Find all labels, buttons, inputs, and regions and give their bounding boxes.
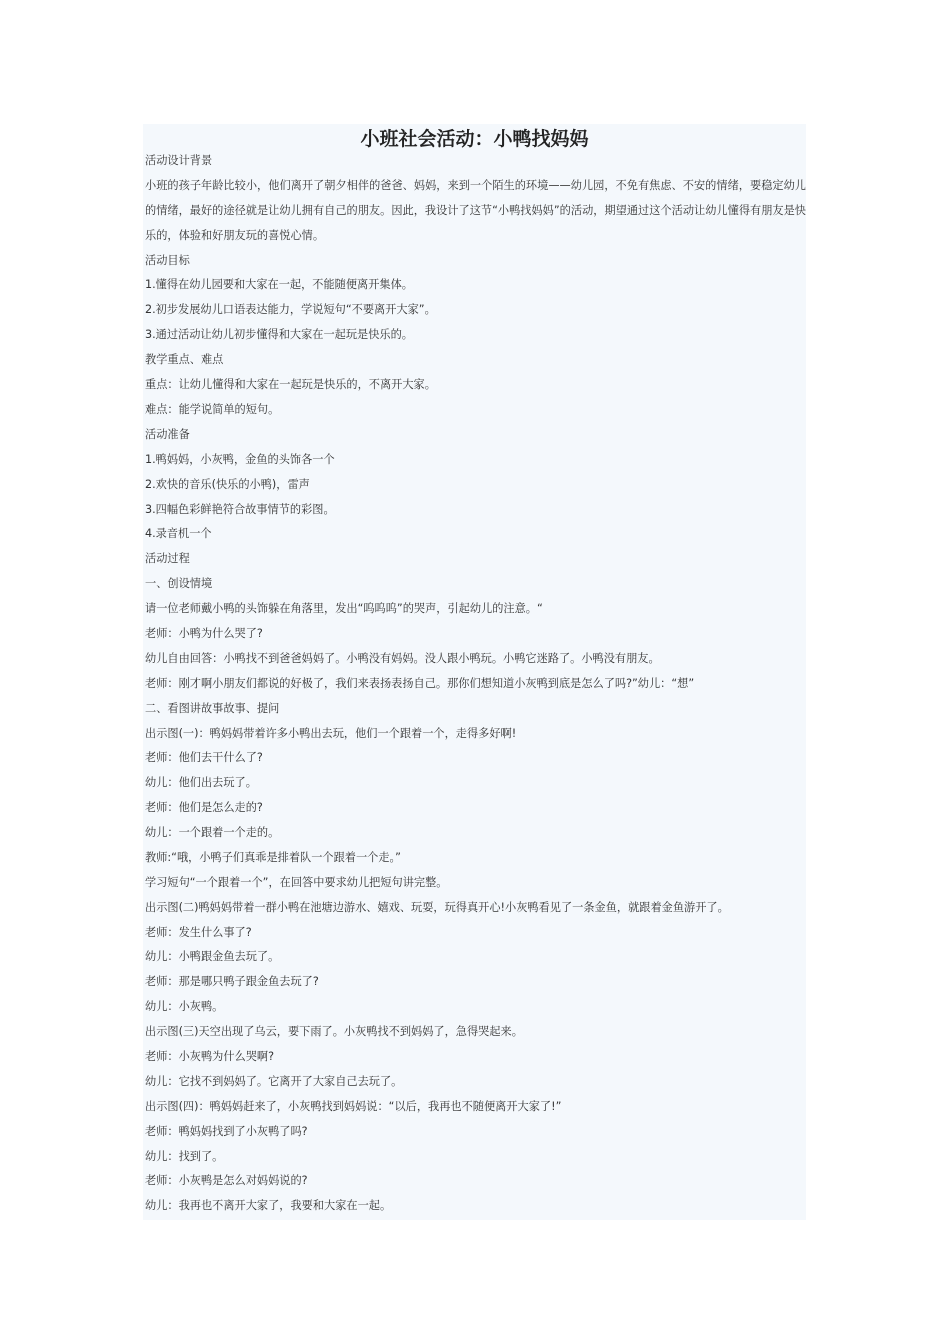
document-page (143, 124, 806, 1220)
paragraph: 小班的孩子年龄比较小，他们离开了朝夕相伴的爸爸、妈妈，来到一个陌生的环境——幼儿园，不免有焦虑、不安的情绪，要稳定幼儿的情绪，最好的途径就是让幼儿拥有自己的朋友。因此，我设计了这节“小鸭找妈妈”的活动，期望通过这个活动让幼儿懂得有朋友是快乐的，体验和好朋友玩的喜悦心情。 (145, 179, 806, 243)
section-heading: 活动目标 (145, 254, 190, 267)
paragraph: 出示图(四)：鸭妈妈赶来了，小灰鸭找到妈妈说：“以后，我再也不随便离开大家了!” (145, 1100, 562, 1113)
paragraph: 出示图(一)：鸭妈妈带着许多小鸭出去玩，他们一个跟着一个，走得多好啊! (145, 727, 517, 740)
subsection-heading: 二、看图讲故事故事、提问 (145, 702, 280, 715)
dialogue-line: 幼儿：他们出去玩了。 (145, 776, 257, 789)
dialogue-line: 幼儿：一个跟着一个走的。 (145, 826, 280, 839)
paragraph: 难点：能学说简单的短句。 (145, 403, 280, 416)
paragraph: 出示图(三)天空出现了乌云，要下雨了。小灰鸭找不到妈妈了，急得哭起来。 (145, 1025, 523, 1038)
dialogue-line: 老师：他们去干什么了? (145, 751, 263, 764)
dialogue-line: 老师：那是哪只鸭子跟金鱼去玩了? (145, 975, 319, 988)
subsection-heading: 一、创设情境 (145, 577, 213, 590)
dialogue-line: 老师：鸭妈妈找到了小灰鸭了吗? (145, 1125, 308, 1138)
list-item: 2.欢快的音乐(快乐的小鸭)，雷声 (145, 478, 310, 491)
dialogue-line: 老师：小灰鸭是怎么对妈妈说的? (145, 1174, 308, 1187)
paragraph: 重点：让幼儿懂得和大家在一起玩是快乐的，不离开大家。 (145, 378, 436, 391)
list-item: 1.鸭妈妈，小灰鸭，金鱼的头饰各一个 (145, 453, 335, 466)
paragraph: 请一位老师戴小鸭的头饰躲在角落里，发出“呜呜呜”的哭声，引起幼儿的注意。“ (145, 602, 543, 615)
section-heading: 教学重点、难点 (145, 353, 224, 366)
list-item: 3.四幅色彩鲜艳符合故事情节的彩图。 (145, 503, 335, 516)
dialogue-line: 老师：发生什么事了? (145, 926, 252, 939)
dialogue-line: 老师：刚才啊小朋友们都说的好极了，我们来表扬表扬自己。那你们想知道小灰鸭到底是怎么了吗?”幼儿：“想” (145, 677, 695, 690)
paragraph: 学习短句“一个跟着一个”，在回答中要求幼儿把短句讲完整。 (145, 876, 448, 889)
section-heading: 活动设计背景 (145, 154, 213, 167)
list-item: 2.初步发展幼儿口语表达能力，学说短句“不要离开大家”。 (145, 303, 436, 316)
dialogue-line: 老师：小灰鸭为什么哭啊? (145, 1050, 275, 1063)
dialogue-line: 教师:“哦，小鸭子们真乖是排着队一个跟着一个走。” (145, 851, 401, 864)
paragraph: 出示图(二)鸭妈妈带着一群小鸭在池塘边游水、嬉戏、玩耍，玩得真开心!小灰鸭看见了一条金鱼，就跟着金鱼游开了。 (145, 901, 729, 914)
section-heading: 活动过程 (145, 552, 190, 565)
dialogue-line: 幼儿自由回答：小鸭找不到爸爸妈妈了。小鸭没有妈妈。没人跟小鸭玩。小鸭它迷路了。小鸭没有朋友。 (145, 652, 660, 665)
dialogue-line: 幼儿：小鸭跟金鱼去玩了。 (145, 950, 280, 963)
dialogue-line: 老师：小鸭为什么哭了? (145, 627, 263, 640)
section-heading: 活动准备 (145, 428, 190, 441)
dialogue-line: 幼儿：找到了。 (145, 1150, 224, 1163)
dialogue-line: 幼儿：我再也不离开大家了，我要和大家在一起。 (145, 1199, 392, 1212)
document-title: 小班社会活动：小鸭找妈妈 (360, 128, 589, 150)
dialogue-line: 幼儿：它找不到妈妈了。它离开了大家自己去玩了。 (145, 1075, 403, 1088)
list-item: 1.懂得在幼儿园要和大家在一起，不能随便离开集体。 (145, 278, 413, 291)
list-item: 4.录音机一个 (145, 527, 212, 540)
list-item: 3.通过活动让幼儿初步懂得和大家在一起玩是快乐的。 (145, 328, 413, 341)
dialogue-line: 老师：他们是怎么走的? (145, 801, 263, 814)
dialogue-line: 幼儿：小灰鸭。 (145, 1000, 224, 1013)
